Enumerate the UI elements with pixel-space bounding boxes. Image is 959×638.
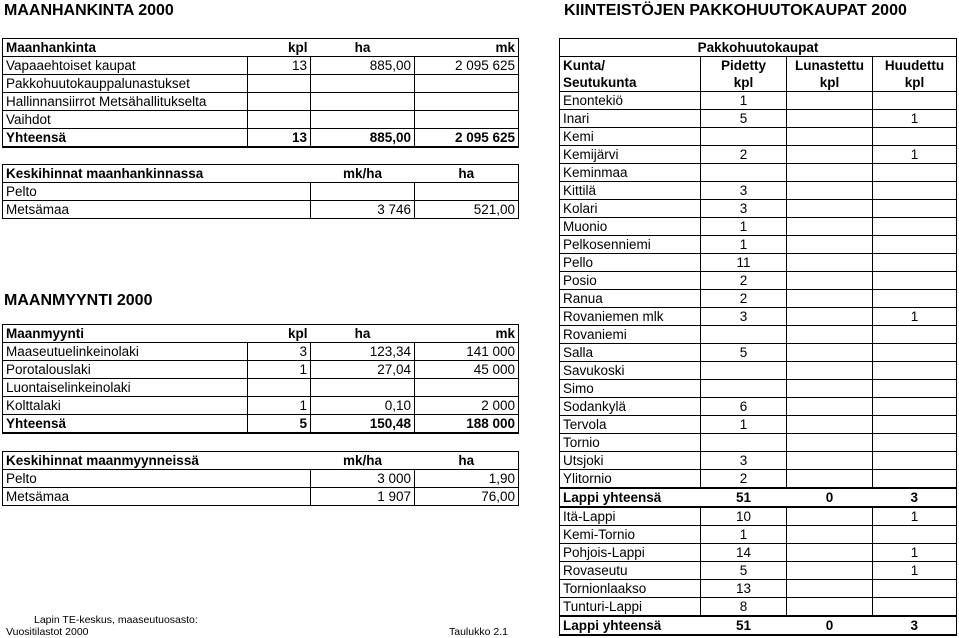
table-row: [560, 182, 957, 200]
cell: 1: [873, 146, 957, 164]
cell: Pello: [560, 254, 701, 272]
pakkohuutokaupat-table: [559, 38, 957, 636]
cell: [787, 164, 873, 182]
table-row: [560, 236, 957, 254]
cell: [787, 507, 873, 526]
cell: 1: [248, 397, 311, 415]
cell: [787, 470, 873, 489]
cell: 3: [701, 308, 787, 326]
cell: 1: [873, 507, 957, 526]
cell: 5: [248, 415, 311, 434]
table-row: [560, 380, 957, 398]
table-row: [3, 201, 519, 219]
cell: 6: [701, 398, 787, 416]
cell: [787, 308, 873, 326]
cell: [311, 183, 415, 201]
cell: Keminmaa: [560, 164, 701, 182]
table-row: [3, 111, 519, 129]
cell: [701, 164, 787, 182]
cell: Tervola: [560, 416, 701, 434]
kunnat-body: [560, 92, 957, 489]
cell: [787, 236, 873, 254]
cell: 13: [701, 580, 787, 598]
cell: [701, 434, 787, 452]
cell: [311, 111, 415, 129]
table-row: [560, 544, 957, 562]
cell: [873, 380, 957, 398]
total-row: [560, 488, 957, 507]
cell: [873, 254, 957, 272]
cell: 1: [873, 110, 957, 128]
cell: [787, 344, 873, 362]
source-line-1: Lapin TE-keskus, maaseutuosasto:: [34, 614, 198, 626]
cell: [873, 326, 957, 344]
cell: 2 000: [415, 397, 519, 415]
table-row: [560, 164, 957, 182]
cell: [787, 254, 873, 272]
cell: 8: [701, 598, 787, 617]
cell: [873, 470, 957, 489]
cell: 2: [701, 146, 787, 164]
cell: Itä-Lappi: [560, 507, 701, 526]
cell: 885,00: [311, 129, 415, 148]
hankinta-prices-table: [2, 164, 519, 219]
cell: 1 907: [311, 488, 415, 506]
cell: [787, 562, 873, 580]
total-row: [3, 129, 519, 148]
cell: 13: [248, 57, 311, 75]
table-row: [3, 343, 519, 361]
cell: [873, 182, 957, 200]
cell: [248, 93, 311, 111]
total-row: [3, 415, 519, 434]
cell: [248, 379, 311, 397]
cell: 1: [873, 308, 957, 326]
table-row: [560, 452, 957, 470]
cell: 123,34: [311, 343, 415, 361]
header-cell: ha: [415, 452, 519, 470]
cell: [248, 75, 311, 93]
cell: 0: [787, 488, 873, 507]
cell: [873, 452, 957, 470]
cell: [873, 398, 957, 416]
header-cell: Keskihinnat maanhankinnassa: [3, 165, 311, 183]
header-cell: ha: [311, 39, 415, 57]
cell: [415, 183, 519, 201]
cell: Vapaaehtoiset kaupat: [3, 57, 248, 75]
maanmyynti-table: [2, 324, 519, 434]
cell: Yhteensä: [3, 415, 248, 434]
table-row: [560, 416, 957, 434]
cell: Sodankylä: [560, 398, 701, 416]
cell: Muonio: [560, 218, 701, 236]
table-row: [560, 344, 957, 362]
cell: [787, 398, 873, 416]
table-row: [560, 272, 957, 290]
cell: Ranua: [560, 290, 701, 308]
header-cell: Huudettu: [873, 57, 957, 75]
cell: [873, 236, 957, 254]
cell: 0: [787, 616, 873, 635]
cell: [701, 326, 787, 344]
cell: [787, 416, 873, 434]
cell: 11: [701, 254, 787, 272]
header-cell: Seutukunta: [560, 74, 701, 92]
cell: [787, 526, 873, 544]
table-row: [3, 57, 519, 75]
cell: 1: [873, 544, 957, 562]
cell: 521,00: [415, 201, 519, 219]
table-row: [560, 580, 957, 598]
table-row: [560, 526, 957, 544]
cell: Kolttalaki: [3, 397, 248, 415]
cell: 3: [701, 452, 787, 470]
cell: 3: [873, 488, 957, 507]
cell: [701, 128, 787, 146]
cell: 2: [701, 272, 787, 290]
cell: 141 000: [415, 343, 519, 361]
cell: 0,10: [311, 397, 415, 415]
cell: 3 000: [311, 470, 415, 488]
cell: 76,00: [415, 488, 519, 506]
table-row: [560, 254, 957, 272]
cell: [873, 92, 957, 110]
maanhankinta-table: [2, 38, 519, 148]
cell: [787, 434, 873, 452]
table-row: [560, 146, 957, 164]
cell: [248, 111, 311, 129]
cell: Maaseutuelinkeinolaki: [3, 343, 248, 361]
cell: Enontekiö: [560, 92, 701, 110]
cell: [873, 290, 957, 308]
cell: Ylitornio: [560, 470, 701, 489]
cell: 3: [701, 182, 787, 200]
cell: Pelto: [3, 183, 311, 201]
table-row: [560, 308, 957, 326]
cell: [873, 580, 957, 598]
cell: Pelto: [3, 470, 311, 488]
cell: 3: [248, 343, 311, 361]
cell: [787, 110, 873, 128]
cell: [415, 379, 519, 397]
cell: [701, 380, 787, 398]
header-cell: kpl: [787, 74, 873, 92]
cell: [787, 272, 873, 290]
cell: Kemi: [560, 128, 701, 146]
header-cell: mk/ha: [311, 165, 415, 183]
header-cell: Maanmyynti: [3, 325, 248, 343]
cell: Vaihdot: [3, 111, 248, 129]
cell: Posio: [560, 272, 701, 290]
cell: Rovaniemi: [560, 326, 701, 344]
cell: 3 746: [311, 201, 415, 219]
cell: Rovaniemen mlk: [560, 308, 701, 326]
header-cell: kpl: [873, 74, 957, 92]
cell: [311, 75, 415, 93]
cell: 2 095 625: [415, 129, 519, 148]
cell: [873, 200, 957, 218]
header-cell: kpl: [701, 74, 787, 92]
cell: [787, 326, 873, 344]
cell: Lappi yhteensä: [560, 488, 701, 507]
cell: Metsämaa: [3, 201, 311, 219]
header-cell: Maanhankinta: [3, 39, 248, 57]
cell: Kemijärvi: [560, 146, 701, 164]
cell: [787, 544, 873, 562]
table-row: [3, 361, 519, 379]
cell: 14: [701, 544, 787, 562]
cell: 2 095 625: [415, 57, 519, 75]
cell: Kolari: [560, 200, 701, 218]
cell: Kittilä: [560, 182, 701, 200]
table-row: [3, 470, 519, 488]
cell: 45 000: [415, 361, 519, 379]
cell: 5: [701, 344, 787, 362]
table-row: [560, 326, 957, 344]
cell: Utsjoki: [560, 452, 701, 470]
cell: [873, 598, 957, 617]
header-cell: mk: [415, 325, 519, 343]
cell: 150,48: [311, 415, 415, 434]
cell: [787, 128, 873, 146]
cell: 3: [701, 200, 787, 218]
cell: 13: [248, 129, 311, 148]
table-row: [560, 128, 957, 146]
cell: [311, 379, 415, 397]
cell: [787, 598, 873, 617]
cell: Tunturi-Lappi: [560, 598, 701, 617]
cell: 27,04: [311, 361, 415, 379]
cell: [701, 362, 787, 380]
header-cell: kpl: [248, 39, 311, 57]
cell: [873, 128, 957, 146]
kunnat-total: [560, 488, 957, 507]
header-cell: mk: [415, 39, 519, 57]
cell: Inari: [560, 110, 701, 128]
table-row: [3, 379, 519, 397]
cell: [787, 146, 873, 164]
table-row: [560, 362, 957, 380]
cell: [415, 75, 519, 93]
cell: 10: [701, 507, 787, 526]
cell: 5: [701, 562, 787, 580]
cell: [873, 272, 957, 290]
cell: Savukoski: [560, 362, 701, 380]
cell: [787, 200, 873, 218]
cell: Lappi yhteensä: [560, 616, 701, 635]
cell: 5: [701, 110, 787, 128]
cell: 51: [701, 616, 787, 635]
table-row: [560, 507, 957, 526]
cell: [873, 218, 957, 236]
cell: Pelkosenniemi: [560, 236, 701, 254]
table-row: [560, 598, 957, 617]
cell: Pohjois-Lappi: [560, 544, 701, 562]
cell: 1: [701, 92, 787, 110]
header-cell: Kunta/: [560, 57, 701, 75]
table-row: [560, 562, 957, 580]
table-row: [560, 218, 957, 236]
cell: 1: [701, 236, 787, 254]
cell: 2: [701, 290, 787, 308]
cell: Kemi-Tornio: [560, 526, 701, 544]
cell: [873, 526, 957, 544]
cell: 188 000: [415, 415, 519, 434]
cell: [787, 182, 873, 200]
cell: Porotalouslaki: [3, 361, 248, 379]
seutukunnat-total: [560, 616, 957, 635]
source-line-2: Vuositilastot 2000: [6, 626, 89, 638]
cell: Rovaseutu: [560, 562, 701, 580]
cell: Pakkohuutokauppalunastukset: [3, 75, 248, 93]
cell: Salla: [560, 344, 701, 362]
title-pakkohuutokaupat: KIINTEISTÖJEN PAKKOHUUTOKAUPAT 2000: [564, 2, 907, 19]
cell: Metsämaa: [3, 488, 311, 506]
table-row: [3, 75, 519, 93]
cell: [415, 93, 519, 111]
total-row: [560, 616, 957, 635]
cell: [873, 362, 957, 380]
table-row: [560, 470, 957, 489]
table-row: [560, 398, 957, 416]
cell: Luontaiselinkeinolaki: [3, 379, 248, 397]
cell: 1: [873, 562, 957, 580]
table-row: [3, 93, 519, 111]
table-row: [560, 92, 957, 110]
cell: [787, 92, 873, 110]
cell: Hallinnansiirrot Metsähallitukselta: [3, 93, 248, 111]
header-cell: ha: [311, 325, 415, 343]
cell: 1: [701, 526, 787, 544]
table-row: [3, 397, 519, 415]
cell: [311, 93, 415, 111]
header-cell: ha: [415, 165, 519, 183]
cell: [787, 218, 873, 236]
cell: [873, 434, 957, 452]
title-maanhankinta: MAANHANKINTA 2000: [4, 2, 174, 19]
cell: [787, 380, 873, 398]
cell: 1: [248, 361, 311, 379]
cell: Tornio: [560, 434, 701, 452]
header-cell: kpl: [248, 325, 311, 343]
seutukunnat-body: [560, 507, 957, 616]
cell: [873, 416, 957, 434]
cell: [787, 452, 873, 470]
cell: [787, 362, 873, 380]
title-maanmyynti: MAANMYYNTI 2000: [4, 292, 153, 309]
cell: [873, 344, 957, 362]
cell: 885,00: [311, 57, 415, 75]
cell: Yhteensä: [3, 129, 248, 148]
myynti-prices-table: [2, 451, 519, 506]
table-row: [3, 488, 519, 506]
table-row: [560, 290, 957, 308]
table-row: [560, 110, 957, 128]
cell: 1: [701, 218, 787, 236]
cell: Simo: [560, 380, 701, 398]
cell: 3: [873, 616, 957, 635]
table-row: [560, 200, 957, 218]
header-cell: mk/ha: [311, 452, 415, 470]
header-cell: Lunastettu: [787, 57, 873, 75]
header-cell: Pidetty: [701, 57, 787, 75]
cell: [873, 164, 957, 182]
cell: 1: [701, 416, 787, 434]
cell: 2: [701, 470, 787, 489]
table-number: Taulukko 2.1: [449, 626, 508, 638]
group-header: Pakkohuutokaupat: [560, 39, 957, 57]
cell: [787, 580, 873, 598]
header-cell: Keskihinnat maanmyynneissä: [3, 452, 311, 470]
cell: 51: [701, 488, 787, 507]
cell: 1,90: [415, 470, 519, 488]
table-row: [3, 183, 519, 201]
cell: Tornionlaakso: [560, 580, 701, 598]
table-row: [560, 434, 957, 452]
cell: [415, 111, 519, 129]
cell: [787, 290, 873, 308]
